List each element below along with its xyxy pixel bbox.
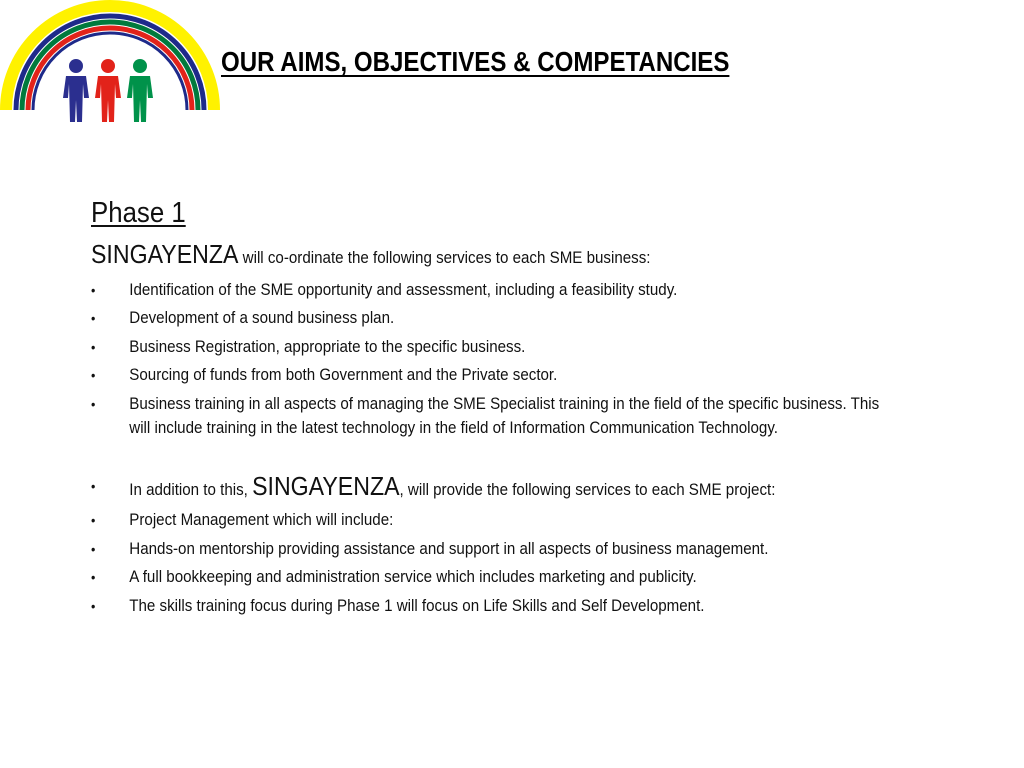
list-item bbox=[91, 565, 892, 589]
list-item bbox=[91, 537, 892, 561]
addition-suffix: , will provide the following services to each SME project: bbox=[399, 479, 776, 499]
intro-text: will co-ordinate the following services to each SME business: bbox=[238, 248, 651, 267]
slide-body bbox=[91, 196, 892, 618]
intro-brand: SINGAYENZA bbox=[91, 239, 239, 269]
rainbow-people-logo bbox=[0, 0, 222, 128]
list-item-text: Business Registration, appropriate to the specific business. bbox=[129, 336, 526, 356]
bullet-icon: • bbox=[91, 367, 96, 383]
list-item bbox=[91, 508, 892, 532]
bullet-icon: • bbox=[91, 395, 96, 412]
list-item-text: Sourcing of funds from both Government and the Private sector. bbox=[129, 365, 558, 384]
addition-line bbox=[129, 470, 776, 501]
person-right-icon bbox=[127, 59, 153, 122]
person-left-icon bbox=[63, 59, 89, 122]
bullet-icon: • bbox=[91, 338, 96, 355]
phase-heading: Phase 1 bbox=[91, 197, 186, 229]
list-item-text: Business training in all aspects of managing the SME Specialist training in the field of the specific business. This will include training in the latest technology in the field of Information Communication Technology. bbox=[129, 393, 880, 437]
page-title: OUR AIMS, OBJECTIVES & COMPETANCIES bbox=[221, 46, 730, 77]
bullet-icon: • bbox=[91, 569, 96, 585]
list-item bbox=[91, 306, 892, 330]
addition-brand: SINGAYENZA bbox=[252, 470, 400, 501]
list-item bbox=[91, 278, 892, 302]
bullet-icon: • bbox=[91, 477, 96, 494]
bullet-icon: • bbox=[91, 540, 96, 557]
addition-prefix: In addition to this, bbox=[129, 479, 253, 499]
intro-line bbox=[91, 240, 892, 273]
list-item bbox=[91, 472, 892, 504]
project-services-list bbox=[91, 472, 892, 618]
services-list bbox=[91, 278, 892, 440]
list-item-text: Development of a sound business plan. bbox=[129, 308, 395, 327]
list-item bbox=[91, 594, 892, 618]
bullet-icon: • bbox=[91, 310, 96, 326]
list-item bbox=[91, 335, 892, 359]
bullet-icon: • bbox=[91, 512, 96, 528]
person-middle-icon bbox=[95, 59, 121, 122]
list-item-text: Identification of the SME opportunity and assessment, including a feasibility study. bbox=[129, 279, 678, 299]
list-item bbox=[91, 363, 892, 387]
list-item bbox=[91, 392, 892, 440]
list-item-text: Project Management which will include: bbox=[129, 510, 394, 529]
list-item-text: The skills training focus during Phase 1 will focus on Life Skills and Self Development. bbox=[129, 595, 705, 615]
bullet-icon: • bbox=[91, 597, 96, 614]
list-item-text: Hands-on mentorship providing assistance and support in all aspects of business management. bbox=[129, 538, 769, 558]
list-item-text: A full bookkeeping and administration service which includes marketing and publicity. bbox=[129, 567, 697, 586]
bullet-icon: • bbox=[91, 281, 96, 298]
